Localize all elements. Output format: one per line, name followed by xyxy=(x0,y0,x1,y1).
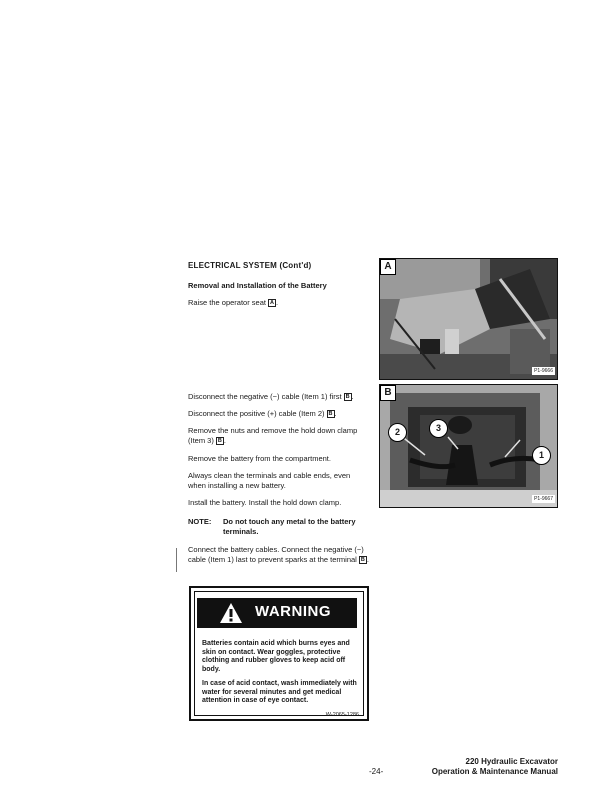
step-remove-clamp xyxy=(188,426,370,445)
footer-model: 220 Hydraulic Excavator xyxy=(465,757,558,766)
warning-header xyxy=(197,598,357,628)
warning-code: W-2065-1286 xyxy=(325,712,359,718)
step-text: Install the battery. Install the hold down clamp. xyxy=(188,498,342,507)
warning-triangle-icon xyxy=(219,602,243,624)
photo-a-operator-seat xyxy=(379,258,558,380)
warning-paragraph-2: In case of acid contact, wash immediately with water for several minutes and get medical attention in case of eye contact. xyxy=(202,680,357,704)
section-title: ELECTRICAL SYSTEM (Cont'd) xyxy=(188,261,312,270)
callout-2: 2 xyxy=(388,423,407,442)
step-text: Always clean the terminals and cable ends, even when installing a new battery. xyxy=(188,471,351,490)
step-text: Connect the battery cables. Connect the negative (−) cable (Item 1) last to prevent sparks at the terminal xyxy=(188,545,364,564)
step-text: Raise the operator seat xyxy=(188,298,266,307)
step-connect-cables xyxy=(188,545,370,564)
step-text: Remove the nuts and remove the hold down clamp (Item 3) xyxy=(188,426,358,445)
warning-box xyxy=(189,586,369,721)
callout-1: 1 xyxy=(532,446,551,465)
note-label: NOTE: xyxy=(188,517,212,526)
step-text: Disconnect the positive (+) cable (Item 2) xyxy=(188,409,325,418)
page-number: -24- xyxy=(369,767,384,776)
step-text: Remove the battery from the compartment. xyxy=(188,454,331,463)
photo-b-battery xyxy=(379,384,558,508)
figure-ref: B xyxy=(328,411,333,417)
photo-a-tag: A xyxy=(380,259,396,275)
step-end: . xyxy=(275,298,279,307)
step-end: . xyxy=(334,409,337,418)
footer-manual: Operation & Maintenance Manual xyxy=(431,767,558,776)
step-install-battery xyxy=(188,498,370,508)
subsection-title: Removal and Installation of the Battery xyxy=(188,281,327,290)
note-text: Do not touch any metal to the battery terminals. xyxy=(223,517,356,536)
revision-bar xyxy=(176,548,177,572)
figure-ref: B xyxy=(345,394,350,400)
step-disconnect-positive xyxy=(188,409,370,419)
photo-b-image xyxy=(380,385,557,507)
step-text: Disconnect the negative (−) cable (Item 1) first xyxy=(188,392,342,401)
callout-3: 3 xyxy=(429,419,448,438)
step-end: . xyxy=(366,554,369,564)
photo-b-tag: B xyxy=(380,385,396,401)
photo-a-code: P1-9666 xyxy=(534,368,553,374)
note xyxy=(188,517,373,536)
figure-ref: A xyxy=(269,300,274,306)
step-end: . xyxy=(223,435,226,445)
step-clean-terminals xyxy=(188,471,370,490)
step-disconnect-negative xyxy=(188,392,370,402)
step-remove-battery xyxy=(188,454,370,464)
warning-title: WARNING xyxy=(255,603,331,620)
step-raise-seat xyxy=(188,298,370,308)
footer-title xyxy=(432,757,558,777)
photo-a-image xyxy=(380,259,557,379)
step-end: . xyxy=(351,392,354,401)
figure-ref: B xyxy=(360,556,365,563)
warning-paragraph-1: Batteries contain acid which burns eyes and skin on contact. Wear goggles, protective clothing and rubber gloves to keep acid off body. xyxy=(202,640,350,673)
photo-b-code: P1-9667 xyxy=(534,496,553,502)
figure-ref: B xyxy=(217,437,222,444)
